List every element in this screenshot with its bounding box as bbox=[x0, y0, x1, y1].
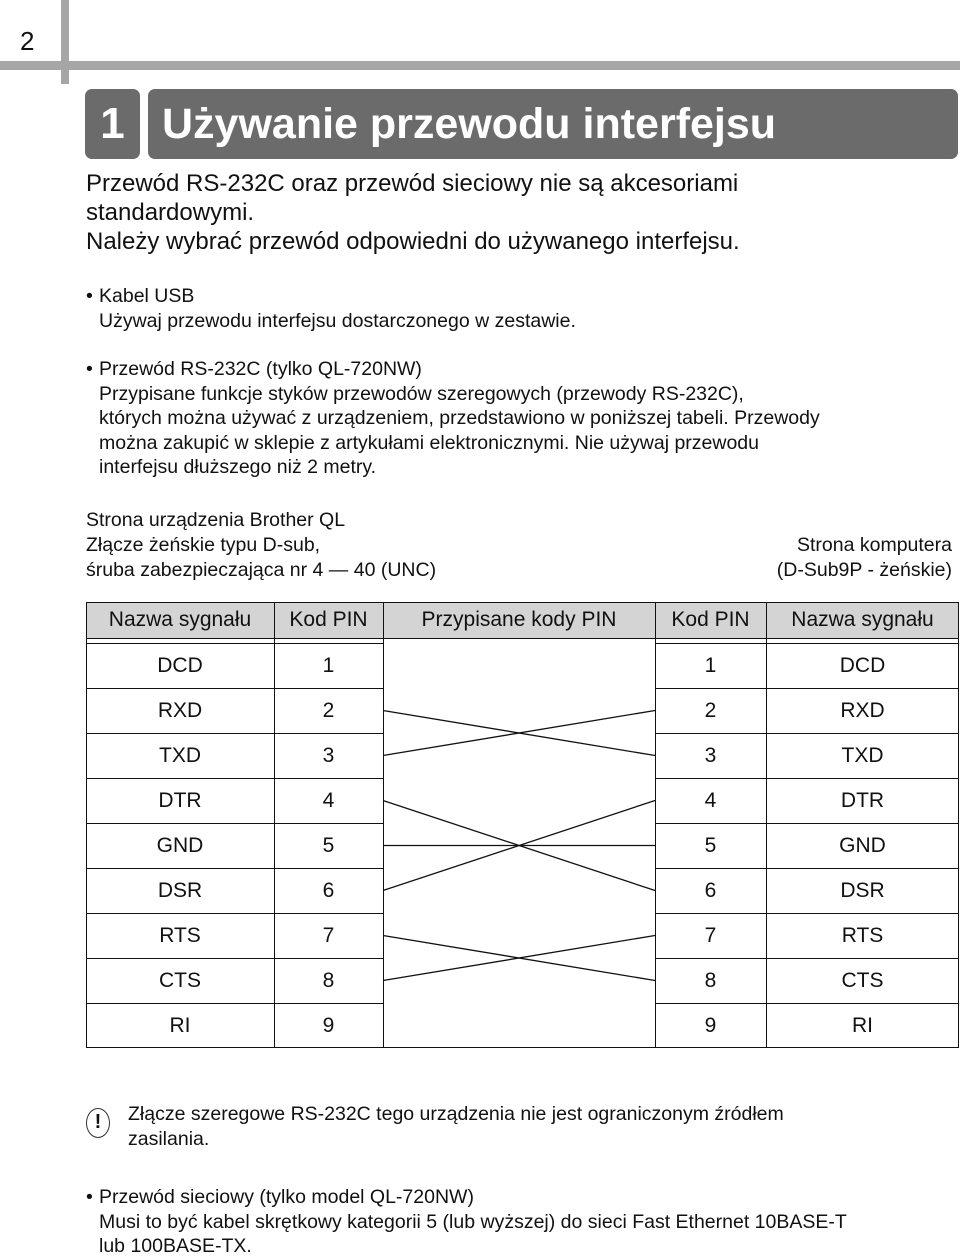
caption-device-side bbox=[86, 508, 436, 583]
header-cell: Nazwa sygnału bbox=[791, 608, 934, 631]
table-cell: GND bbox=[156, 834, 204, 857]
table-cell: 1 bbox=[704, 654, 717, 677]
table-cell: 2 bbox=[322, 699, 335, 722]
note-line: Złącze szeregowe RS-232C tego urządzenia nie jest ograniczonym źródłem bbox=[128, 1103, 784, 1125]
caption-line: śruba zabezpieczająca nr 4 — 40 (UNC) bbox=[86, 559, 437, 581]
caption-line: (D-Sub9P - żeńskie) bbox=[776, 559, 952, 581]
caption-computer-side bbox=[777, 533, 952, 583]
table-cell: 5 bbox=[704, 834, 717, 857]
header-cell: Przypisane kody PIN bbox=[421, 608, 617, 631]
table-cell: DCD bbox=[157, 654, 203, 677]
bullet-heading: Kabel USB bbox=[99, 285, 195, 307]
chapter-title: Używanie przewodu interfejsu bbox=[148, 89, 958, 159]
table-cell: GND bbox=[839, 834, 886, 857]
table-cell: 1 bbox=[322, 654, 335, 677]
bullet-usb bbox=[86, 284, 946, 333]
bullet-line: Używaj przewodu interfejsu dostarczonego w zestawie. bbox=[99, 309, 576, 332]
table-cell: 7 bbox=[704, 924, 717, 947]
bullet-icon: • bbox=[86, 1186, 93, 1208]
table-cell: RXD bbox=[840, 699, 885, 722]
intro-line: Należy wybrać przewód odpowiedni do używanego interfejsu. bbox=[86, 228, 740, 255]
table-cell: RTS bbox=[159, 924, 201, 947]
header-rule bbox=[0, 61, 960, 70]
caption-line: Strona komputera bbox=[796, 534, 952, 556]
caption-line: Strona urządzenia Brother QL bbox=[86, 509, 346, 531]
table-cell: 8 bbox=[322, 969, 335, 992]
table-cell: RI bbox=[169, 1014, 191, 1037]
pin-assignment-table bbox=[86, 602, 959, 1048]
header-cell: Kod PIN bbox=[671, 608, 750, 631]
table-cell: TXD bbox=[159, 744, 201, 767]
bullet-line: Przypisane funkcje styków przewodów szeregowych (przewody RS-232C), bbox=[99, 382, 744, 405]
table-cell: 3 bbox=[704, 744, 717, 767]
header-cell: Nazwa sygnału bbox=[108, 608, 252, 631]
pin-wiring-diagram bbox=[86, 602, 959, 1048]
table-cell: 2 bbox=[704, 699, 717, 722]
table-cell: DTR bbox=[840, 789, 885, 812]
table-cell: DSR bbox=[840, 879, 885, 902]
bullet-line: Musi to być kabel skrętkowy kategorii 5 (lub wyższej) do sieci Fast Ethernet 10BASE-T bbox=[99, 1210, 847, 1233]
table-cell: 6 bbox=[704, 879, 717, 902]
table-cell: 3 bbox=[322, 744, 335, 767]
table-cell: DTR bbox=[158, 789, 202, 812]
bullet-line: których można używać z urządzeniem, przedstawiono w poniższej tabeli. Przewody bbox=[99, 407, 820, 429]
bullet-line: można zakupić w sklepie z artykułami elektronicznymi. Nie używaj przewodu bbox=[99, 431, 760, 454]
table-cell: 5 bbox=[322, 834, 335, 857]
bullet-icon: • bbox=[86, 285, 93, 307]
bullet-line: interfejsu dłuższego niż 2 metry. bbox=[99, 456, 377, 478]
table-cell: 9 bbox=[322, 1014, 335, 1037]
header-divider bbox=[61, 0, 69, 84]
table-cell: DSR bbox=[157, 879, 203, 902]
table-cell: RXD bbox=[157, 699, 203, 722]
intro-line: standardowymi. bbox=[86, 199, 255, 226]
table-cell: 4 bbox=[704, 789, 717, 812]
table-cell: 6 bbox=[322, 879, 335, 902]
bullet-rs232c bbox=[86, 357, 946, 480]
table-cell: 4 bbox=[322, 789, 335, 812]
table-cell: 9 bbox=[704, 1014, 717, 1037]
chapter-number: 1 bbox=[85, 89, 140, 159]
table-cell: CTS bbox=[841, 969, 884, 992]
bullet-icon: • bbox=[86, 358, 93, 380]
bullet-line: lub 100BASE-TX. bbox=[99, 1235, 252, 1257]
warning-icon: ! bbox=[86, 1108, 110, 1138]
table-cell: 8 bbox=[704, 969, 717, 992]
note-block bbox=[86, 1102, 946, 1151]
bullet-heading: Przewód RS-232C (tylko QL-720NW) bbox=[99, 358, 422, 380]
bullet-network bbox=[86, 1185, 946, 1259]
page-number: 2 bbox=[20, 26, 35, 56]
table-cell: CTS bbox=[159, 969, 201, 992]
table-cell: 7 bbox=[322, 924, 335, 947]
table-cell: RTS bbox=[841, 924, 884, 947]
table-cell: RI bbox=[852, 1014, 873, 1037]
intro-text bbox=[86, 169, 906, 256]
bullet-heading: Przewód sieciowy (tylko model QL-720NW) bbox=[99, 1186, 474, 1208]
table-cell: TXD bbox=[841, 744, 884, 767]
intro-line: Przewód RS-232C oraz przewód sieciowy nie są akcesoriami bbox=[86, 170, 739, 197]
caption-line: Złącze żeńskie typu D-sub, bbox=[86, 534, 321, 556]
header-cell: Kod PIN bbox=[289, 608, 368, 631]
note-line: zasilania. bbox=[128, 1127, 210, 1150]
table-cell: DCD bbox=[839, 654, 886, 677]
